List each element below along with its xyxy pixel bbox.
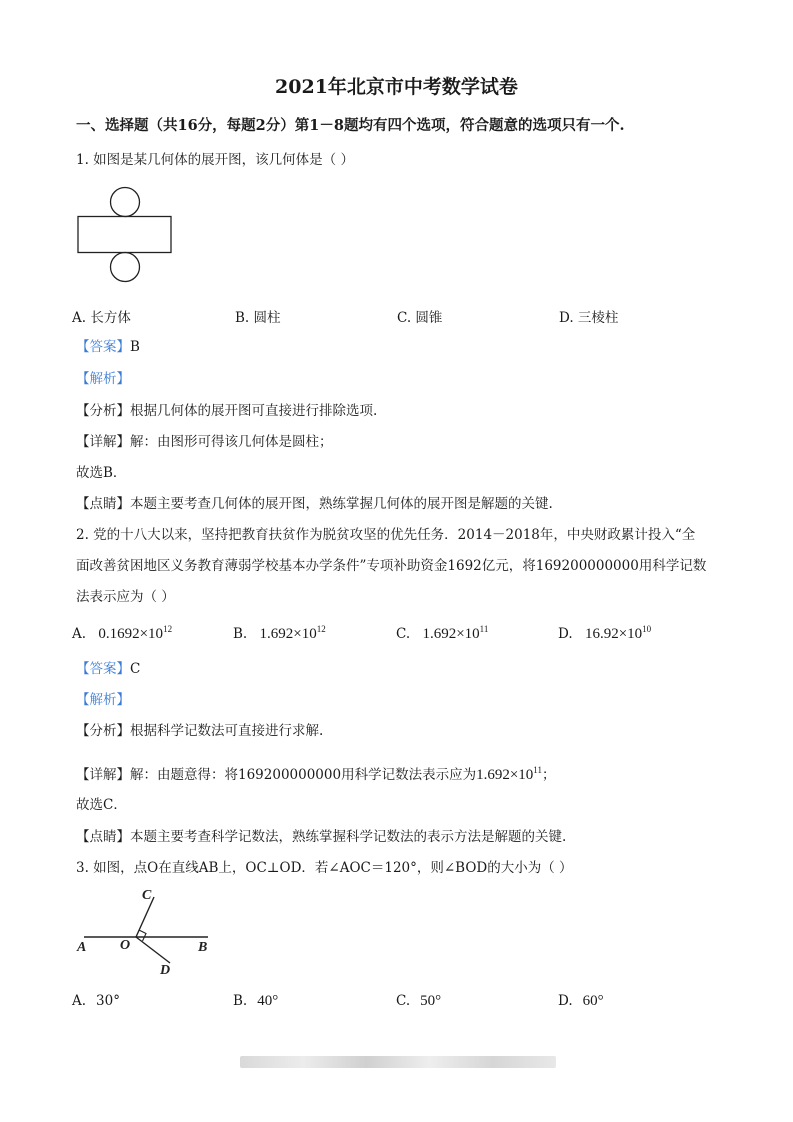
q2-stem-line2: 面改善贫困地区义务教育薄弱学校基本办学条件”专项补助资金1692亿元，将169200000000用科学记数 bbox=[76, 558, 707, 574]
q2-dianjing: 【点睛】本题主要考查科学记数法，熟练掌握科学记数法的表示方法是解题的关键. bbox=[76, 829, 567, 845]
label-c: C bbox=[142, 888, 152, 903]
q2-choose: 故选C． bbox=[76, 797, 127, 813]
section-heading: 一、选择题（共16分，每题2分）第1－8题均有四个选项，符合题意的选项只有一个. bbox=[76, 117, 625, 134]
q2-option-a bbox=[72, 624, 172, 643]
ray-od bbox=[136, 937, 170, 963]
q2-stem-line1: 2. 党的十八大以来，坚持把教育扶贫作为脱贫攻坚的优先任务．2014－2018年，中央财政累计投入“全 bbox=[76, 527, 696, 543]
option-label: C. bbox=[396, 626, 411, 642]
q1-choose: 故选B． bbox=[76, 465, 127, 481]
answer-tag: 【答案】 bbox=[76, 661, 130, 677]
q2-option-b bbox=[233, 624, 326, 643]
q2-analysis-tag: 【解析】 bbox=[76, 692, 130, 708]
q2-option-d bbox=[558, 624, 651, 643]
answer-tag: 【答案】 bbox=[76, 339, 130, 355]
option-value: $16.92\times 10^{10}$ bbox=[584, 624, 652, 642]
q2-answer bbox=[76, 659, 140, 679]
option-label: A. bbox=[72, 626, 87, 642]
q2-stem-line3: 法表示应为（ ） bbox=[76, 589, 175, 605]
label-a: A bbox=[77, 940, 87, 955]
q3-option-c: C. 50° bbox=[396, 993, 442, 1009]
option-label: D. bbox=[558, 626, 573, 642]
q1-option-a: A. 长方体 bbox=[72, 310, 131, 326]
option-value: $1.692\times 10^{11}$ bbox=[422, 624, 489, 642]
q1-option-b: B. 圆柱 bbox=[235, 310, 281, 326]
q3-option-b: B. 40° bbox=[233, 993, 279, 1009]
page-title: 2021年北京市中考数学试卷 bbox=[275, 76, 518, 98]
q1-dianjing: 【点睛】本题主要考查几何体的展开图，熟练掌握几何体的展开图是解题的关键. bbox=[76, 496, 553, 512]
label-o: O bbox=[120, 938, 131, 953]
answer-value: C bbox=[130, 661, 141, 677]
q2-fenxi: 【分析】根据科学记数法可直接进行求解. bbox=[76, 723, 324, 739]
q2-option-c bbox=[396, 624, 488, 643]
bottom-circle bbox=[111, 253, 140, 282]
net-rectangle bbox=[78, 217, 171, 253]
option-value: $1.692\times 10^{12}$ bbox=[259, 624, 326, 642]
q1-fenxi: 【分析】根据几何体的展开图可直接进行排除选项. bbox=[76, 403, 378, 419]
xiangjie-math: $1.692\times 10^{11}$ bbox=[476, 765, 542, 783]
q1-analysis-tag: 【解析】 bbox=[76, 371, 130, 387]
label-d: D bbox=[160, 963, 171, 978]
q1-option-d: D. 三棱柱 bbox=[559, 310, 619, 326]
option-value: $0.1692\times 10^{12}$ bbox=[98, 624, 173, 642]
q1-stem: 1. 如图是某几何体的展开图，该几何体是（ ） bbox=[76, 152, 354, 168]
option-label: B. bbox=[233, 626, 248, 642]
q1-net-figure bbox=[74, 185, 176, 287]
q2-xiangjie: 【详解】解：由题意得：将169200000000用科学记数法表示应为$1.692\times 10^{11}$； bbox=[76, 765, 556, 783]
answer-value: B bbox=[130, 339, 140, 355]
top-circle bbox=[111, 188, 140, 217]
q1-xiangjie: 【详解】解：由图形可得该几何体是圆柱； bbox=[76, 434, 333, 450]
label-b: B bbox=[198, 940, 208, 955]
blurred-footer-watermark bbox=[240, 1056, 556, 1068]
q3-stem: 3. 如图，点O在直线AB上，OC⊥OD．若∠AOC＝120°，则∠BOD的大小为（ ） bbox=[76, 860, 573, 876]
q3-option-d: D. 60° bbox=[558, 993, 604, 1009]
q3-angle-figure bbox=[74, 885, 224, 980]
q1-option-c: C. 圆锥 bbox=[397, 310, 443, 326]
q1-answer bbox=[76, 337, 140, 357]
ray-oc bbox=[136, 897, 154, 937]
q3-option-a: A. 30° bbox=[72, 993, 120, 1009]
